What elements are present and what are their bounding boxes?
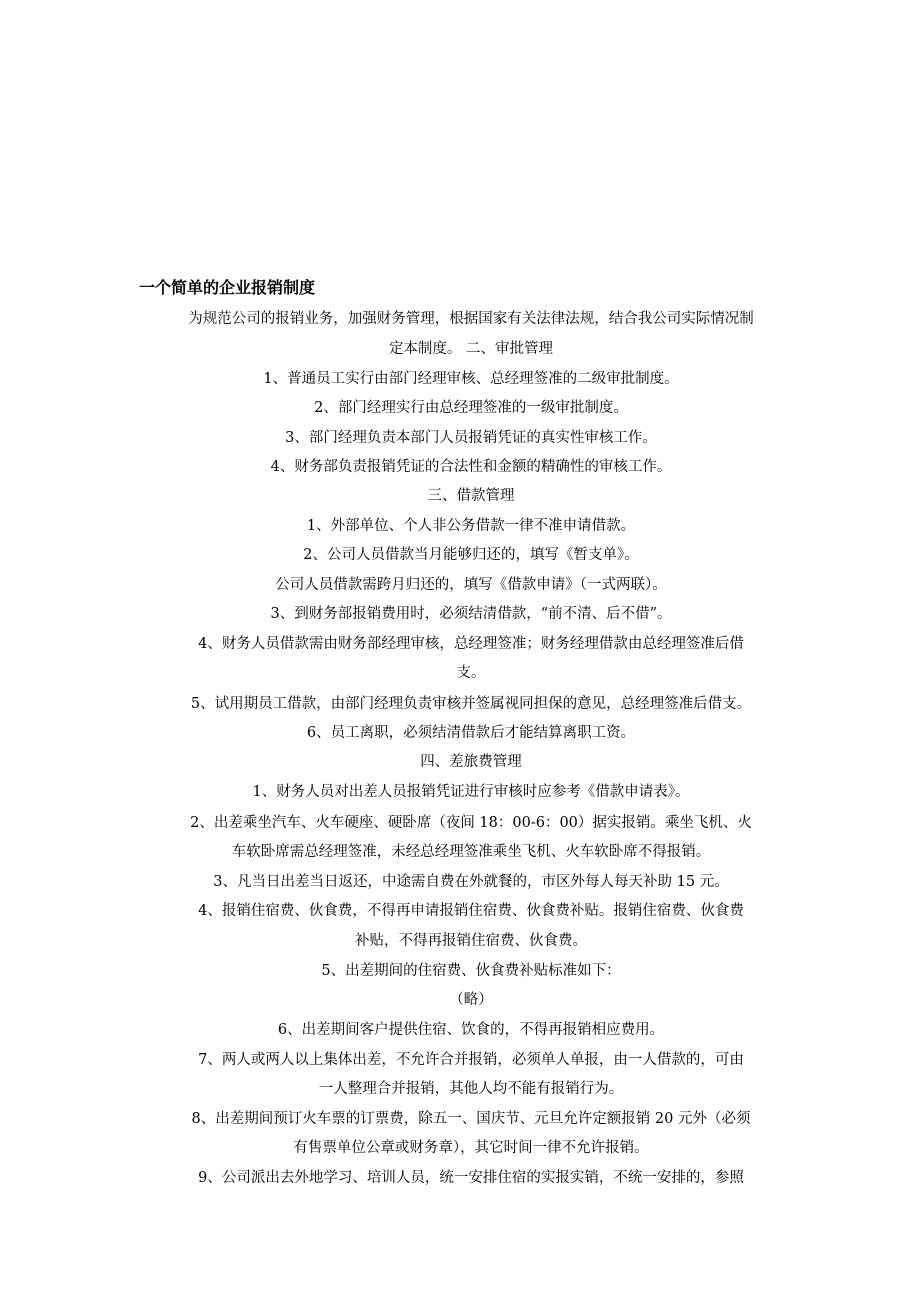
paragraph-line: 有售票单位公章或财务章），其它时间一律不允许报销。 — [293, 1140, 649, 1156]
paragraph-line: 一人整理合并报销，其他人均不能有报销行为。 — [318, 1081, 624, 1097]
paragraph-line: 6、员工离职，必须结清借款后才能结算离职工资。 — [306, 725, 636, 741]
paragraph-line: 1、普通员工实行由部门经理审核、总经理签准的二级审批制度。 — [263, 371, 679, 387]
paragraph-line: 5、试用期员工借款，由部门经理负责审核并签属视同担保的意见，总经理签准后借支。 — [190, 696, 752, 712]
paragraph-line: 8、出差期间预订火车票的订票费，除五一、国庆节、元旦允许定额报销 20 元外（必须 — [191, 1111, 751, 1127]
paragraph-line: 3、凡当日出差当日返还，中途需自费在外就餐的，市区外每人每天补助 15 元。 — [213, 874, 729, 890]
paragraph-line: 1、财务人员对出差人员报销凭证进行审核时应参考《借款申请表》。 — [252, 784, 690, 800]
paragraph-line: 4、报销住宿费、伙食费，不得再申请报销住宿费、伙食费补贴。报销住宿费、伙食费 — [198, 903, 744, 919]
paragraph-line: 补贴，不得再报销住宿费、伙食费。 — [355, 933, 587, 949]
paragraph-line: 车软卧席需总经理签准，未经总经理签准乘坐飞机、火车软卧席不得报销。 — [231, 844, 711, 860]
paragraph-line: 4、财务人员借款需由财务部经理审核，总经理签准；财务经理借款由总经理签准后借 — [198, 636, 744, 652]
paragraph-line: 为规范公司的报销业务，加强财务管理，根据国家有关法律法规，结合我公司实际情况制 — [188, 311, 754, 327]
document-title: 一个简单的企业报销制度 — [139, 278, 316, 297]
paragraph-line: 3、到财务部报销费用时，必须结清借款，“前不清、后不借”。 — [270, 606, 672, 622]
paragraph-line: 支。 — [456, 665, 486, 681]
paragraph-line: 定本制度。 二、审批管理 — [388, 341, 554, 357]
section-heading: 三、借款管理 — [427, 488, 515, 504]
section-heading: 四、差旅费管理 — [420, 754, 522, 770]
paragraph-line: 2、出差乘坐汽车、火车硬座、硬卧席（夜间 18：00-6：00）据实报销。乘坐飞机、火 — [190, 815, 752, 831]
paragraph-line: 6、出差期间客户提供住宿、饮食的，不得再报销相应费用。 — [277, 1022, 665, 1038]
paragraph-line: 2、公司人员借款当月能够归还的，填写《暂支单》。 — [303, 547, 639, 563]
paragraph-line: （略） — [449, 992, 493, 1008]
paragraph-line: 3、部门经理负责本部门人员报销凭证的真实性审核工作。 — [285, 430, 657, 446]
paragraph-line: 4、财务部负责报销凭证的合法性和金额的精确性的审核工作。 — [270, 459, 672, 475]
paragraph-line: 7、两人或两人以上集体出差，不允许合并报销，必须单人单报，由一人借款的，可由 — [198, 1052, 744, 1068]
paragraph-line: 1、外部单位、个人非公务借款一律不准申请借款。 — [306, 518, 636, 534]
paragraph-line: 5、出差期间的住宿费、伙食费补贴标准如下： — [321, 963, 621, 979]
paragraph-line: 9、公司派出去外地学习、培训人员，统一安排住宿的实报实销，不统一安排的，参照 — [198, 1170, 744, 1186]
paragraph-line: 公司人员借款需跨月归还的，填写《借款申请》（一式两联）。 — [275, 577, 667, 593]
paragraph-line: 2、部门经理实行由总经理签准的一级审批制度。 — [314, 400, 628, 416]
